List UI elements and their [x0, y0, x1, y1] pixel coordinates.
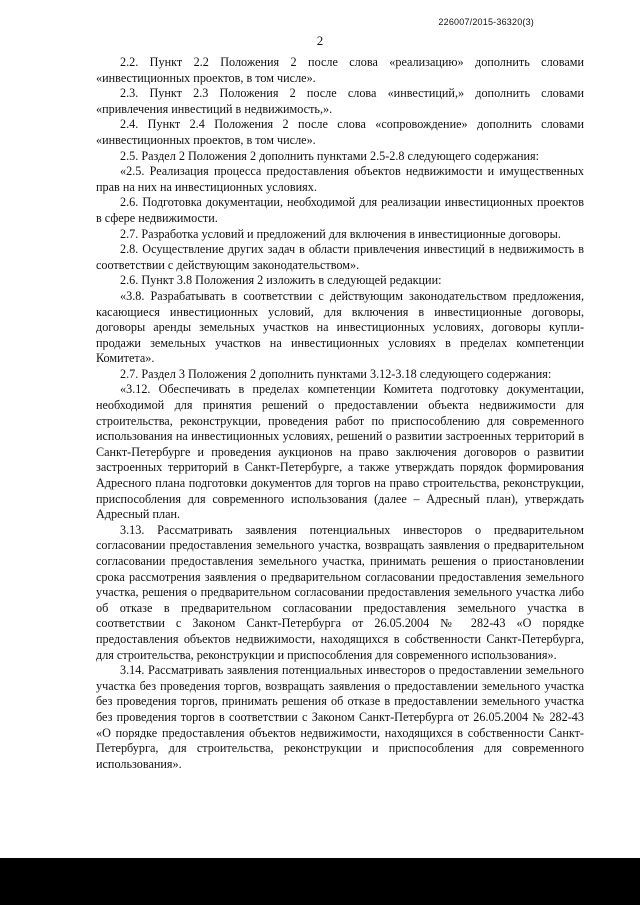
paragraph-2-5-intro: 2.5. Раздел 2 Положения 2 дополнить пунктами 2.5-2.8 следующего содержания:	[120, 148, 540, 163]
paragraph-new-2-8: 2.8. Осуществление других задач в области привлечения инвестиций в недвижимость в соответствии с действующим законодательством».	[96, 242, 584, 272]
paragraph-2-2: 2.2. Пункт 2.2 Положения 2 после слова «реализацию» дополнить словами «инвестиционных проектов, в том числе».	[96, 55, 584, 85]
paragraph-new-3-12: «3.12. Обеспечивать в пределах компетенции Комитета подготовку документации, необходимой для принятия решений о предоставлении объекта недвижимости для строительства, реконструкции, проведения работ по приспособлению для современного использования на инвестиционных условиях, решений о развитии застроенных территорий в Санкт-Петербурге и проведения аукционов на право заключения договоров о развитии застроенных территорий в Санкт-Петербурге, а также утверждать порядок формирования Адресного плана подготовки документов для торгов на право строительства, реконструкции, приспособления для современного использования (далее – Адресный план), утверждать Адресный план.	[96, 382, 584, 522]
paragraph-2-6: 2.6. Пункт 3.8 Положения 2 изложить в следующей редакции:	[120, 273, 442, 288]
paragraph-new-3-14: 3.14. Рассматривать заявления потенциальных инвесторов о предоставлении земельного участка без проведения торгов, возвращать заявления о предоставлении земельного участка без проведения торгов, принимать решения об отказе в предоставлении земельного участка без проведения торгов в соответствии с Законом Санкт-Петербурга от 26.05.2004 № 282-43 «О порядке предоставления объектов недвижимости, находящихся в собственности Санкт-Петербурга, для строительства, реконструкции и приспособления для современного использования».	[96, 663, 584, 771]
paragraph-2-3: 2.3. Пункт 2.3 Положения 2 после слова «инвестиций,» дополнить словами «привлечения инвестиций в недвижимость,».	[96, 86, 584, 116]
page-number: 2	[316, 33, 324, 48]
paragraph-2-7: 2.7. Раздел 3 Положения 2 дополнить пунктами 3.12-3.18 следующего содержания:	[120, 366, 552, 381]
paragraph-new-3-8: «3.8. Разрабатывать в соответствии с действующим законодательством предложения, касающиеся инвестиционных условий, для включения в инвестиционные договоры, договоры аренды земельных участков на инвестиционных условиях, договоры купли-продажи земельных участков на инвестиционных условиях в пределах компетенции Комитета».	[96, 288, 584, 366]
paragraph-2-4: 2.4. Пункт 2.4 Положения 2 после слова «сопровождение» дополнить словами «инвестиционных проектов, в том числе».	[96, 117, 584, 147]
document-number: 226007/2015-36320(3)	[438, 17, 534, 27]
document-body	[96, 55, 584, 772]
paragraph-new-2-6: 2.6. Подготовка документации, необходимой для реализации инвестиционных проектов в сфере недвижимости.	[96, 195, 584, 225]
scan-black-strip	[0, 858, 640, 905]
paragraph-new-3-13: 3.13. Рассматривать заявления потенциальных инвесторов о предварительном согласовании предоставления земельного участка, возвращать заявления о предварительном согласовании предоставления земельного участка, принимать решения о приостановлении срока рассмотрения заявления о предварительном согласовании предоставления земельного участка, решения о предварительном согласовании предоставления земельного участка либо об отказе в предварительном согласовании предоставления земельного участка в соответствии с Законом Санкт-Петербурга от 26.05.2004 № 282-43 «О порядке предоставления объектов недвижимости, находящихся в собственности Санкт-Петербурга, для строительства, реконструкции и приспособления для современного использования».	[96, 522, 584, 662]
paragraph-new-2-5: «2.5. Реализация процесса предоставления объектов недвижимости и имущественных прав на них на инвестиционных условиях.	[96, 164, 584, 194]
paragraph-new-2-7: 2.7. Разработка условий и предложений для включения в инвестиционные договоры.	[120, 226, 561, 241]
